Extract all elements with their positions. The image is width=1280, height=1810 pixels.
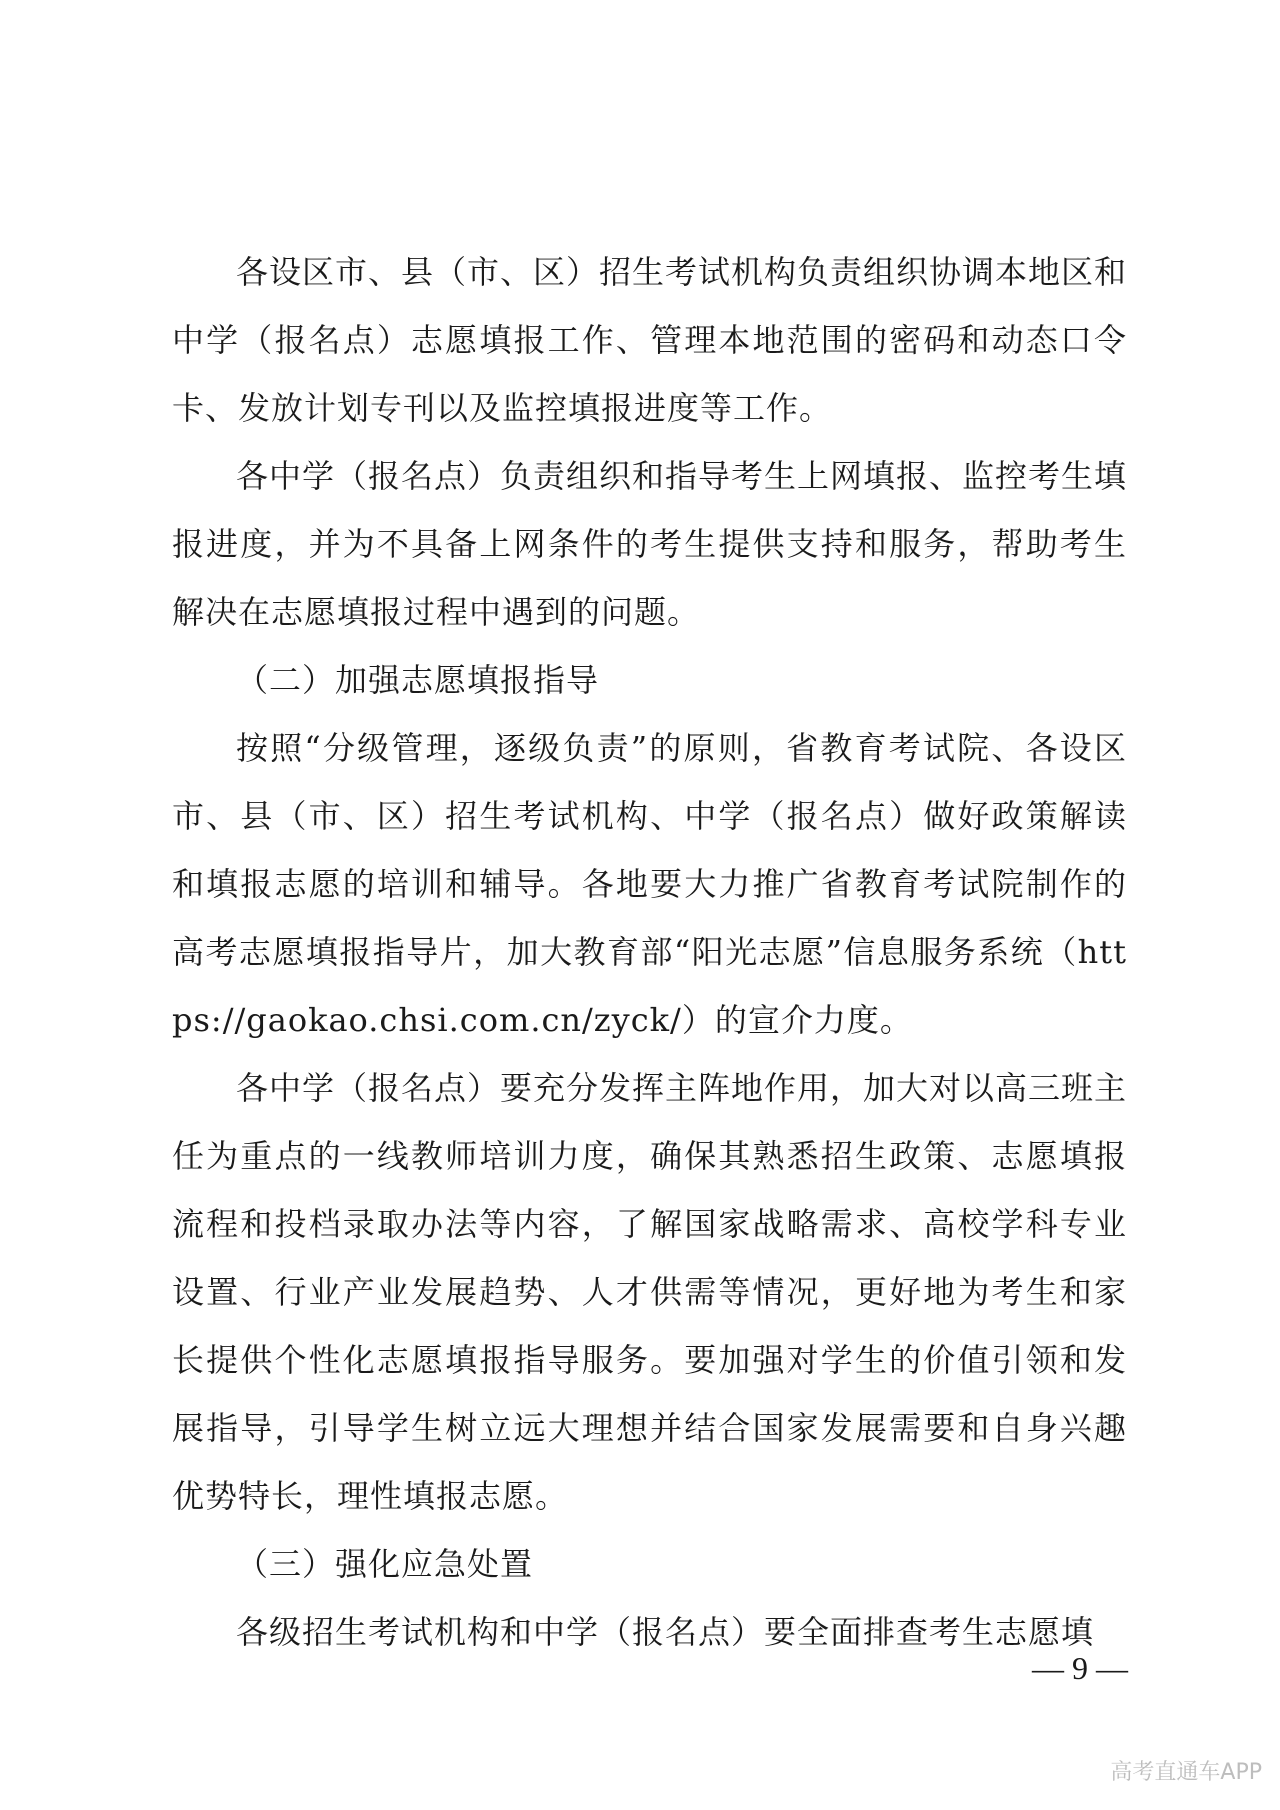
document-body <box>172 238 1127 1666</box>
page-number: — 9 — <box>1032 1650 1128 1686</box>
paragraph-tiered-management: 按照“分级管理，逐级负责”的原则，省教育考试院、各设区市、县（市、区）招生考试机构、中学（报名点）做好政策解读和填报志愿的培训和辅导。各地要大力推广省教育考试院制作的高考志愿填报指导片，加大教育部“阳光志愿”信息服务系统（https://gaokao.chsi.com.cn/zyck/）的宣介力度。 <box>172 729 1127 1039</box>
paragraph-emergency-check: 各级招生考试机构和中学（报名点）要全面排查考生志愿填 <box>236 1613 1095 1651</box>
watermark: 高考直通车APP <box>1110 1760 1262 1785</box>
paragraph-teacher-training: 各中学（报名点）要充分发挥主阵地作用，加大对以高三班主任为重点的一线教师培训力度，确保其熟悉招生政策、志愿填报流程和投档录取办法等内容，了解国家战略需求、高校学科专业设置、行业产业发展趋势、人才供需等情况，更好地为考生和家长提供个性化志愿填报指导服务。要加强对学生的价值引领和发展指导，引导学生树立远大理想并结合国家发展需要和自身兴趣优势特长，理性填报志愿。 <box>172 1069 1128 1515</box>
paragraph-city-county-agencies: 各设区市、县（市、区）招生考试机构负责组织协调本地区和中学（报名点）志愿填报工作、管理本地范围的密码和动态口令卡、发放计划专刊以及监控填报进度等工作。 <box>172 253 1128 427</box>
section-heading-guidance: （二）加强志愿填报指导 <box>236 661 600 699</box>
paragraph-middle-schools-role: 各中学（报名点）负责组织和指导考生上网填报、监控考生填报进度，并为不具备上网条件的考生提供支持和服务，帮助考生解决在志愿填报过程中遇到的问题。 <box>172 457 1128 631</box>
section-heading-emergency: （三）强化应急处置 <box>236 1545 534 1583</box>
